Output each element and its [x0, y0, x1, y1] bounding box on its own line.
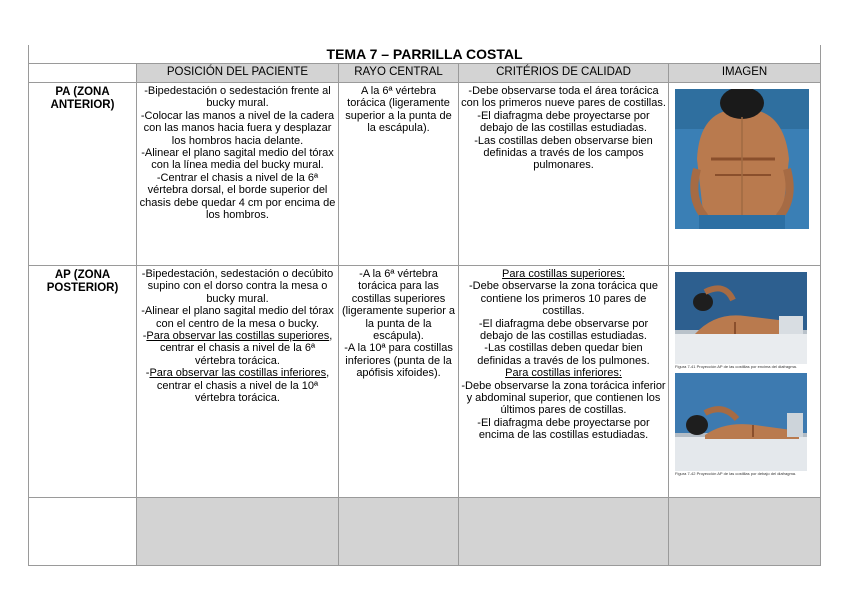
empty-imagen-cell	[669, 498, 821, 566]
empty-label-cell	[29, 498, 137, 566]
ap-posicion: -Bipedestación, sedestación o decúbito supino con el dorso contra la mesa o bucky mural. -Alinear el plano sagital medio del tórax con el centro de la mesa o bucky. -Para observar las costillas superiores, centrar el chasis a nivel de la 6ª vértebra torácica. -Para observar las costillas inferiores, centrar el chasis a nivel de la 10ª vértebra torácica.	[137, 266, 339, 498]
header-posicion: POSICIÓN DEL PACIENTE	[137, 64, 339, 83]
pa-posicion: -Bipedestación o sedestación frente al bucky mural. -Colocar las manos a nivel de la cadera con las manos hacia fuera y desplazar los hombros hacia delante. -Alinear el plano sagital medio del tórax con la línea media del bucky mural. -Centrar el chasis a nivel de la 6ª vértebra dorsal, el borde superior del chasis debe quedar 4 cm por encima de los hombros.	[137, 83, 339, 266]
ap-rayo: -A la 6ª vértebra torácica para las costillas superiores (ligeramente superior a la punta de la escápula). -A la 10ª para costillas inferiores (punta de la apófisis xifoides).	[339, 266, 459, 498]
ap-criterios: Para costillas superiores: -Debe observarse la zona torácica que contiene los primeros 10 pares de costillas. -El diafragma debe observarse por debajo de las costillas estudiadas. -Las costillas deben quedar bien definidas a través de los pulmones. Para costillas inferiores: -Debe observarse la zona torácica inferior y abdominal superior, que contienen los últimos pares de costillas. -El diafragma debe proyectarse por encima de las costillas estudiadas.	[459, 266, 669, 498]
pa-image-cell	[669, 83, 821, 266]
empty-rayo-cell	[339, 498, 459, 566]
ap-inferior-caption: Figura 7-42 Proyección AP de las costillas por debajo del diafragma.	[675, 471, 797, 476]
ap-image-cell	[669, 266, 821, 498]
row-label-pa: PA (ZONA ANTERIOR)	[29, 83, 137, 266]
ap-inferior-photo	[675, 373, 807, 471]
header-imagen: IMAGEN	[669, 64, 821, 83]
header-criterios: CRITÉRIOS DE CALIDAD	[459, 64, 669, 83]
pa-patient-photo	[675, 89, 809, 229]
header-blank	[29, 64, 137, 83]
ap-superior-photo	[675, 272, 807, 364]
page-title: TEMA 7 – PARRILLA COSTAL	[29, 45, 821, 64]
header-rayo: RAYO CENTRAL	[339, 64, 459, 83]
pa-criterios: -Debe observarse toda el área torácica con los primeros nueve pares de costillas. -El diafragma debe proyectarse por debajo de las costillas estudiadas. -Las costillas deben observarse bien definidas a través de los campos pulmonares.	[459, 83, 669, 266]
ap-superior-caption: Figura 7-41 Proyección AP de las costillas por encima del diafragma.	[675, 364, 797, 369]
empty-criterios-cell	[459, 498, 669, 566]
empty-posicion-cell	[137, 498, 339, 566]
pa-rayo: A la 6ª vértebra torácica (ligeramente superior a la punta de la escápula).	[339, 83, 459, 266]
rib-positioning-table	[28, 45, 821, 566]
row-label-ap: AP (ZONA POSTERIOR)	[29, 266, 137, 498]
